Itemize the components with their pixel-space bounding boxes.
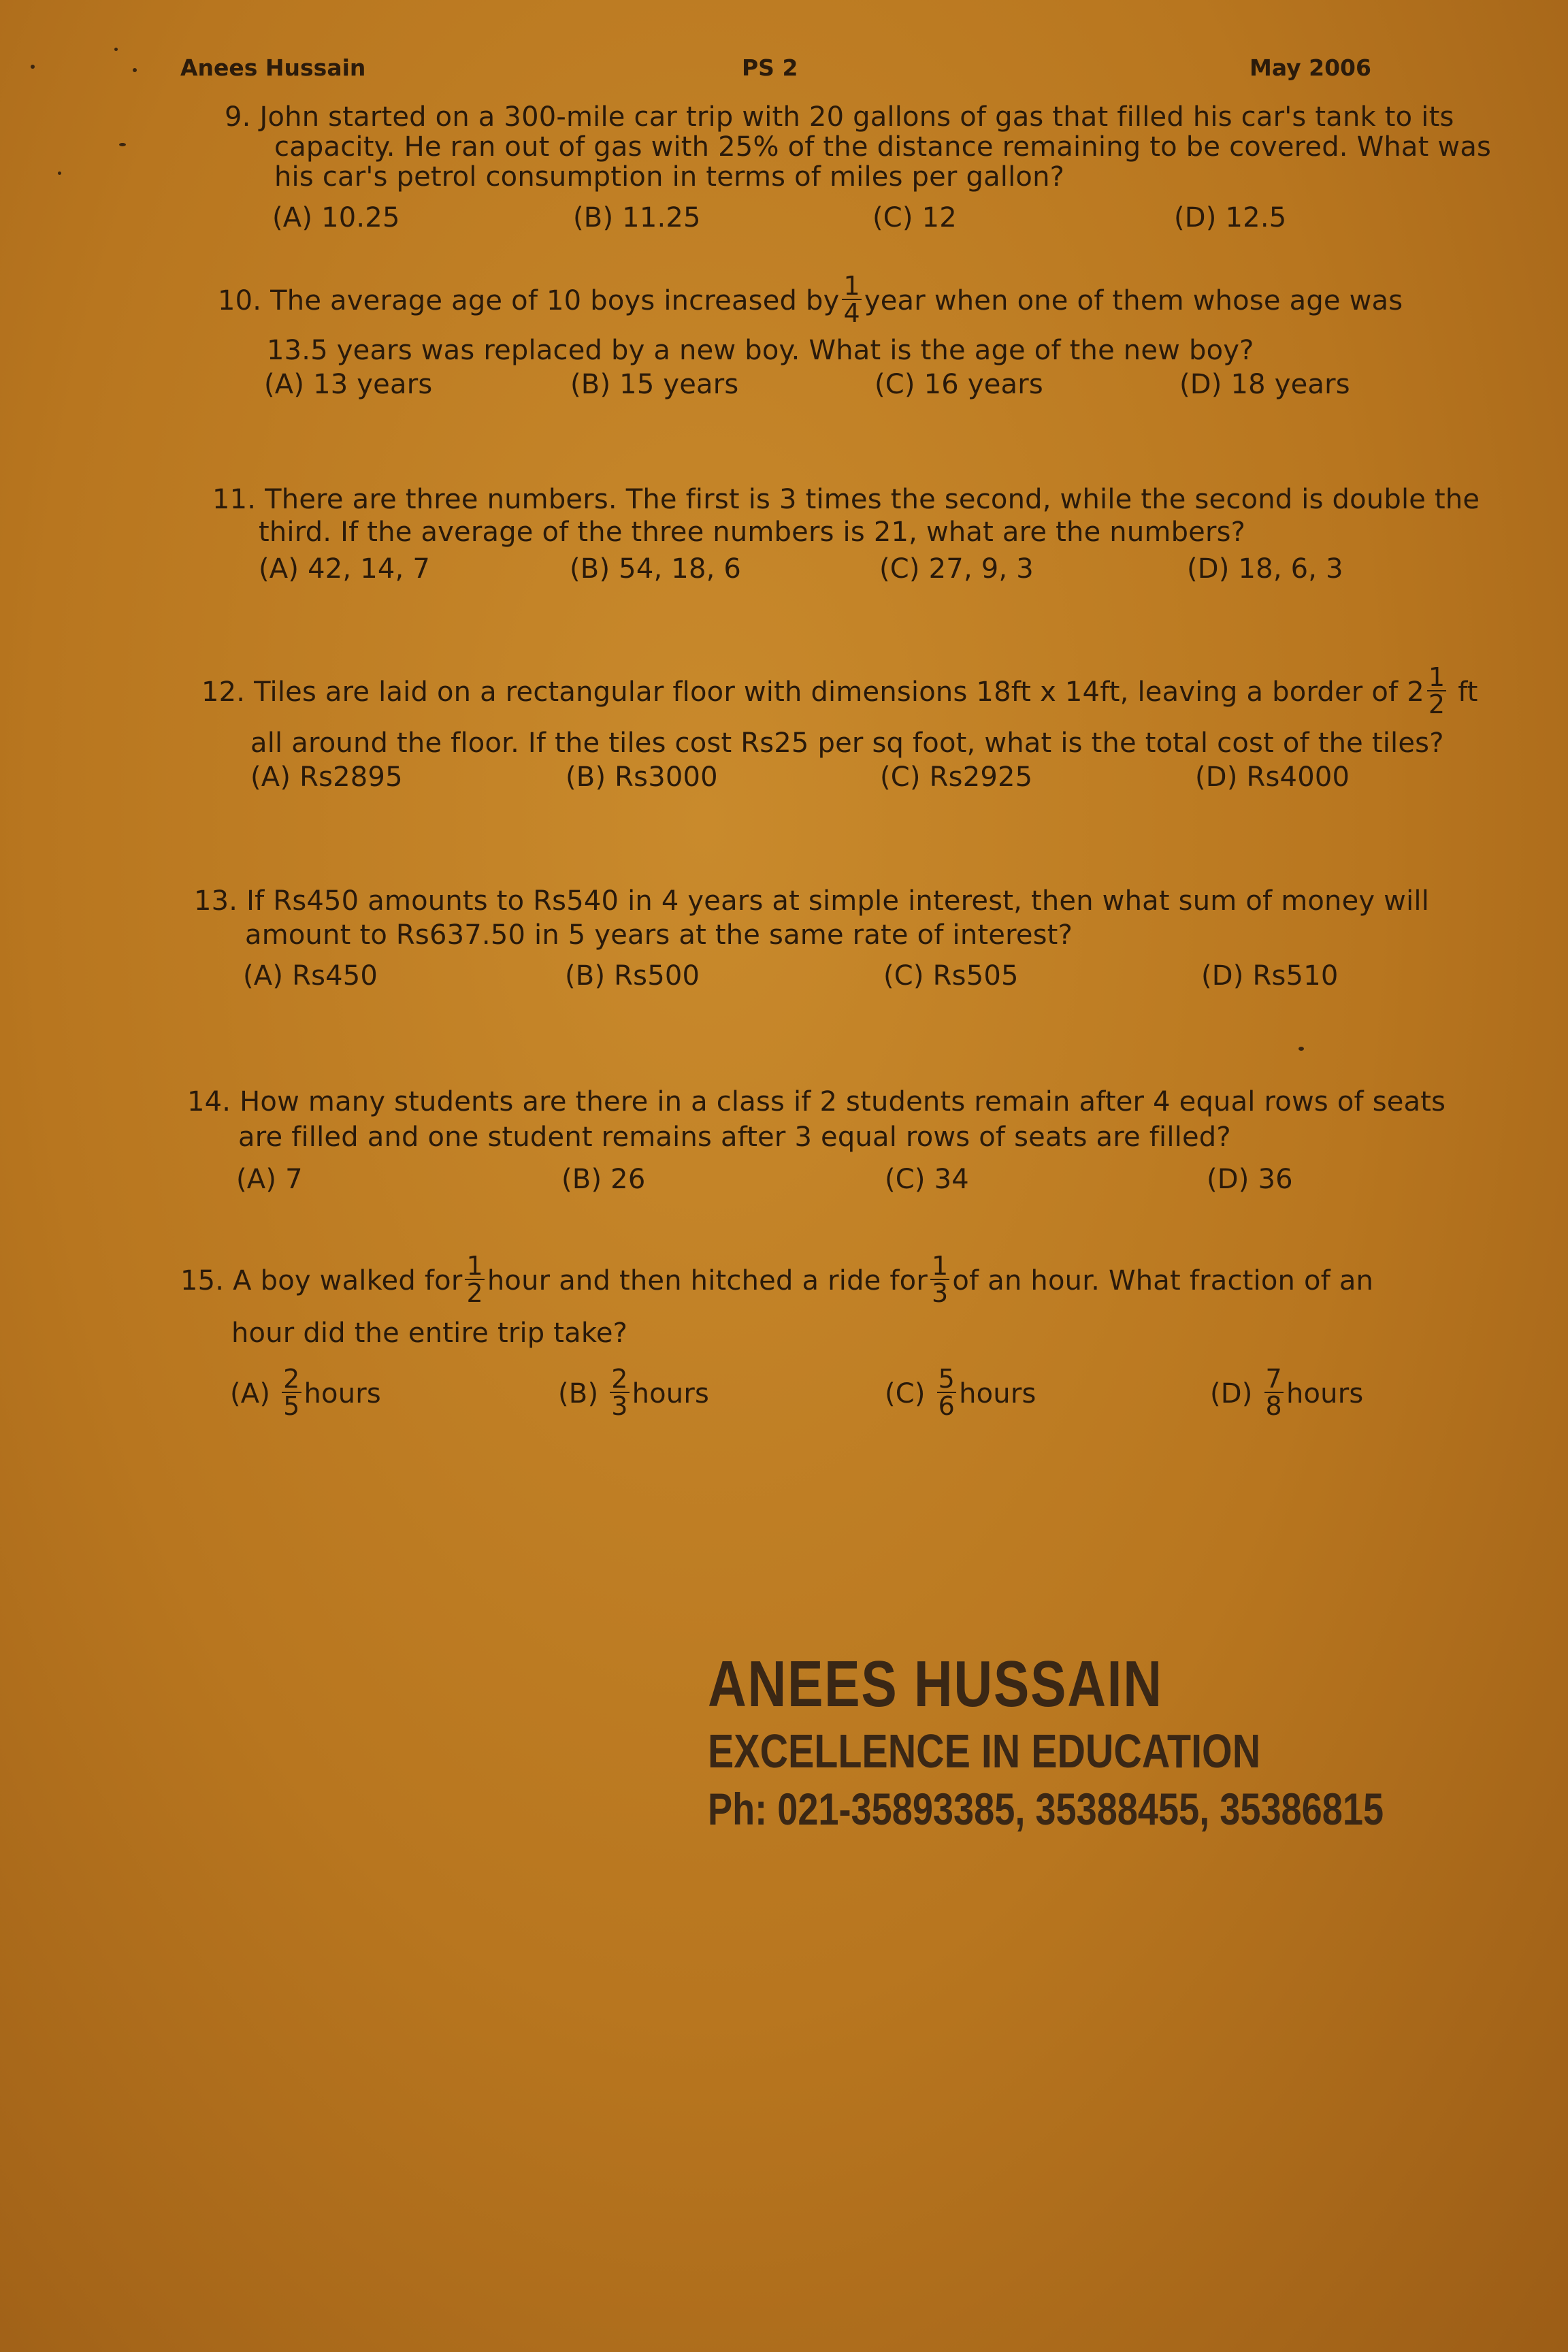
question-number: 13. [194, 885, 238, 917]
fraction: $\frac{2}{3}$ [611, 1364, 628, 1421]
header-date: May 2006 [1250, 54, 1371, 81]
question-15 [180, 1251, 1405, 1443]
option-d[interactable]: (D) $\frac{7}{8}$ hours [1210, 1364, 1364, 1421]
option-b[interactable]: (B) 54, 18, 6 [570, 553, 742, 585]
page-header [180, 54, 1371, 88]
option-c[interactable]: (C) 27, 9, 3 [879, 553, 1034, 585]
option-c[interactable]: (C) Rs505 [883, 960, 1019, 992]
question-11 [212, 485, 1480, 588]
page-speck [119, 143, 126, 146]
question-text-line: capacity. He ran out of gas with 25% of the distance remaining to be covered. What was [274, 131, 1492, 163]
fraction: $\frac{7}{8}$ [1265, 1364, 1282, 1421]
page-speck [133, 68, 137, 72]
option-d[interactable]: (D) Rs510 [1201, 960, 1339, 992]
answer-options [180, 1364, 1405, 1443]
option-c[interactable]: (C) 34 [885, 1164, 969, 1195]
page-speck [58, 172, 61, 175]
answer-options [218, 369, 1350, 404]
question-text-line: third. If the average of the three numbers is 21, what are the numbers? [259, 517, 1246, 548]
option-b[interactable]: (B) $\frac{2}{3}$ hours [558, 1364, 710, 1421]
option-b[interactable]: (B) Rs500 [565, 960, 700, 992]
fraction: $\frac{5}{6}$ [938, 1364, 956, 1421]
option-c[interactable]: (C) 16 years [875, 369, 1043, 400]
fraction: $\frac{2}{5}$ [283, 1364, 300, 1421]
answer-options [194, 961, 1385, 995]
fraction: $\frac{1}{4}$ [843, 271, 860, 328]
page-speck [1298, 1047, 1304, 1051]
option-d[interactable]: (D) 12.5 [1174, 202, 1287, 233]
question-number: 9. [225, 101, 251, 133]
page-speck [31, 65, 35, 69]
question-text-part: hour and then hitched a ride for [487, 1265, 928, 1296]
option-d[interactable]: (D) 18, 6, 3 [1187, 553, 1343, 585]
question-text-line: If Rs450 amounts to Rs540 in 4 years at simple interest, then what sum of money will [246, 885, 1430, 917]
question-text-line: amount to Rs637.50 in 5 years at the same rate of interest? [245, 919, 1073, 951]
option-d[interactable]: (D) 18 years [1179, 369, 1350, 400]
question-text-line: Tiles are laid on a rectangular floor with dimensions 18ft x 14ft, leaving a border of 2 [254, 676, 1424, 708]
question-text-line: all around the floor. If the tiles cost Rs25 per sq foot, what is the total cost of the tiles? [250, 728, 1444, 759]
fraction: $\frac{1}{3}$ [931, 1251, 949, 1308]
option-c[interactable]: (C) $\frac{5}{6}$ hours [885, 1364, 1036, 1421]
question-text-line: his car's petrol consumption in terms of miles per gallon? [274, 161, 1065, 193]
answer-options [212, 554, 1369, 588]
question-10 [218, 271, 1403, 404]
question-12 [201, 662, 1478, 796]
question-text-line: year when one of them whose age was [864, 285, 1403, 316]
option-a[interactable]: (A) Rs450 [243, 960, 378, 992]
option-b[interactable]: (B) 11.25 [573, 202, 701, 233]
header-author: Anees Hussain [180, 54, 366, 81]
stamp-phone: Ph: 021-35893385, 35388455, 35386815 [708, 1784, 1384, 1834]
institution-stamp [708, 1647, 1384, 1838]
stamp-tagline: EXCELLENCE IN EDUCATION [708, 1725, 1261, 1778]
question-text-line: There are three numbers. The first is 3 times the second, while the second is double the [265, 484, 1480, 515]
stamp-name: ANEES HUSSAIN [708, 1648, 1163, 1720]
option-d[interactable]: (D) Rs4000 [1195, 762, 1350, 793]
option-b[interactable]: (B) Rs3000 [566, 762, 718, 793]
question-13 [194, 886, 1429, 995]
fraction: $\frac{1}{2}$ [1428, 662, 1446, 719]
answer-options [187, 1164, 1378, 1198]
question-text-line: hour did the entire trip take? [231, 1318, 628, 1349]
option-a[interactable]: (A) 13 years [264, 369, 433, 400]
option-c[interactable]: (C) Rs2925 [880, 762, 1033, 793]
question-text-line: ft [1458, 676, 1478, 708]
fraction: $\frac{1}{2}$ [466, 1251, 483, 1308]
question-number: 10. [218, 285, 262, 316]
question-number: 12. [201, 676, 246, 708]
answer-options [201, 762, 1392, 796]
question-text-line: 13.5 years was replaced by a new boy. What is the age of the new boy? [267, 335, 1254, 366]
question-text-line: are filled and one student remains after 3 equal rows of seats are filled? [238, 1122, 1231, 1153]
option-a[interactable]: (A) 7 [236, 1164, 303, 1195]
option-b[interactable]: (B) 15 years [570, 369, 739, 400]
question-number: 11. [212, 484, 257, 515]
question-text-line: How many students are there in a class if 2 students remain after 4 equal rows of seats [240, 1086, 1446, 1117]
question-text-part: A boy walked for [233, 1265, 463, 1296]
option-c[interactable]: (C) 12 [872, 202, 957, 233]
option-a[interactable]: (A) 42, 14, 7 [259, 553, 430, 585]
question-text-line: John started on a 300-mile car trip with 20 gallons of gas that filled his car's tank to its [259, 101, 1454, 133]
question-number: 15. [180, 1265, 225, 1296]
option-a[interactable]: (A) $\frac{2}{5}$ hours [230, 1364, 381, 1421]
option-d[interactable]: (D) 36 [1207, 1164, 1293, 1195]
answer-options [225, 203, 1313, 237]
option-a[interactable]: (A) Rs2895 [250, 762, 403, 793]
question-text-line: The average age of 10 boys increased by [270, 285, 840, 316]
question-text-part: of an hour. What fraction of an [952, 1265, 1374, 1296]
option-a[interactable]: (A) 10.25 [272, 202, 400, 233]
page-speck [114, 48, 118, 51]
question-number: 14. [187, 1086, 231, 1117]
header-set: PS 2 [742, 54, 798, 81]
option-b[interactable]: (B) 26 [561, 1164, 646, 1195]
question-14 [187, 1087, 1446, 1198]
question-9 [225, 102, 1491, 237]
